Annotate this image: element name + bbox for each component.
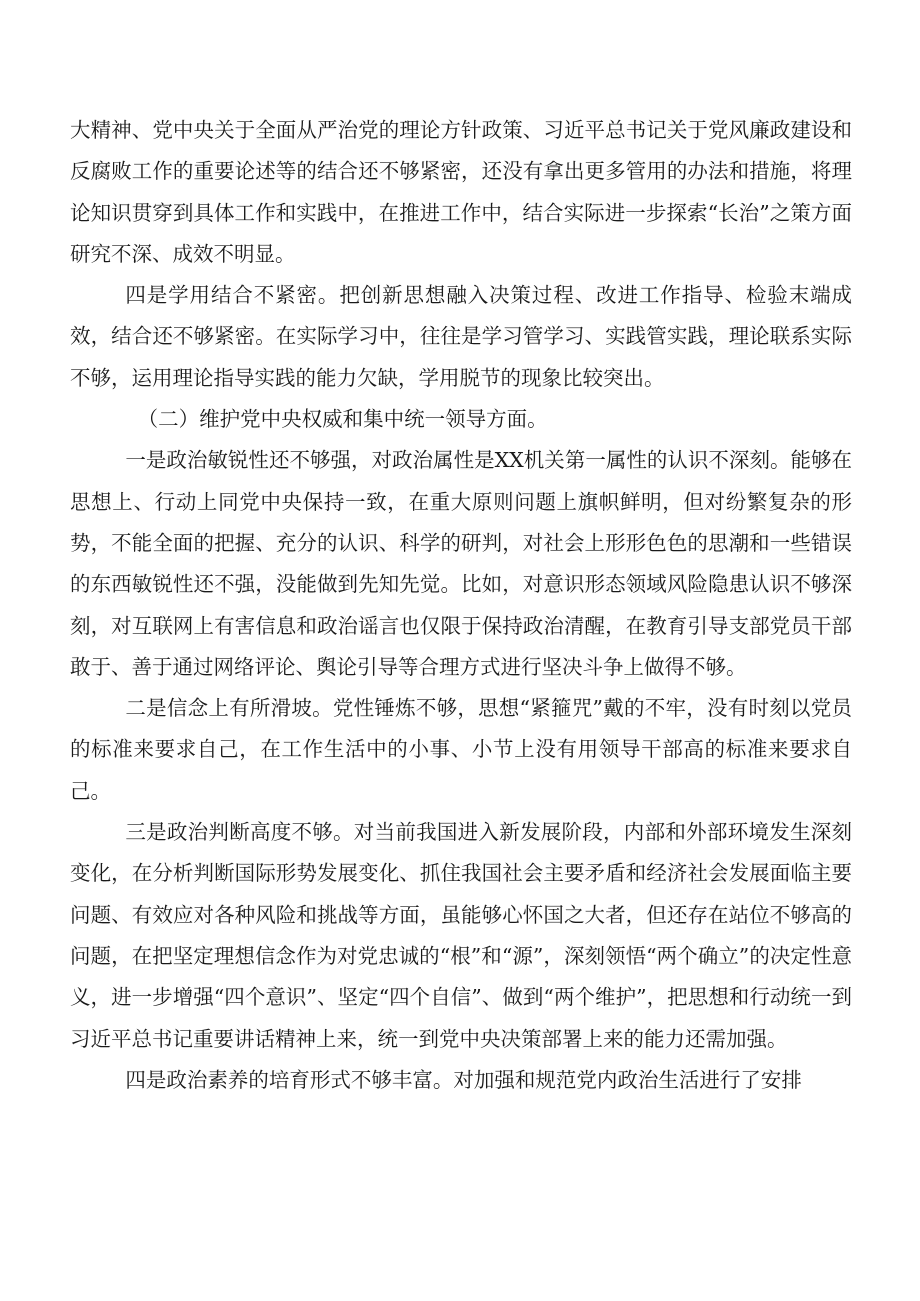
document-page — [70, 110, 852, 1101]
paragraph-belief: 二是信念上有所滑坡。党性锤炼不够，思想“紧箍咒”戴的不牢，没有时刻以党员的标准来要求自己，在工作生活中的小事、小节上没有用领导干部高的标准来要求自己。 — [70, 696, 852, 803]
paragraph-study-application: 四是学用结合不紧密。把创新思想融入决策过程、改进工作指导、检验末端成效，结合还不够紧密。在实际学习中，往往是学习管学习、实践管实践，理论联系实际不够，运用理论指导实践的能力欠缺，学用脱节的现象比较突出。 — [70, 283, 852, 390]
section-heading-2: （二）维护党中央权威和集中统一领导方面。 — [137, 407, 548, 432]
paragraph-political-sensitivity: 一是政治敏锐性还不够强，对政治属性是XX机关第一属性的认识不深刻。能够在思想上、行动上同党中央保持一致，在重大原则问题上旗帜鲜明，但对纷繁复杂的形势，不能全面的把握、充分的认识、科学的研判，对社会上形形色色的思潮和一些错误的东西敏锐性还不强，没能做到先知先觉。比如，对意识形态领域风险隐患认识不够深刻，对互联网上有害信息和政治谣言也仅限于保持政治清醒，在教育引导支部党员干部敢于、善于通过网络评论、舆论引导等合理方式进行坚决斗争上做得不够。 — [70, 448, 852, 679]
paragraph-political-judgment: 三是政治判断高度不够。对当前我国进入新发展阶段，内部和外部环境发生深刻变化，在分析判断国际形势发展变化、抓住我国社会主要矛盾和经济社会发展面临主要问题、有效应对各种风险和挑战等方面，虽能够心怀国之大者，但还存在站位不够高的问题，在把坚定理想信念作为对党忠诚的“根”和“源”，深刻领悟“两个确立”的决定性意义，进一步增强“四个意识”、坚定“四个自信”、做到“两个维护”，把思想和行动统一到习近平总书记重要讲话精神上来，统一到党中央决策部署上来的能力还需加强。 — [70, 820, 852, 1051]
paragraph-political-cultivation: 四是政治素养的培育形式不够丰富。对加强和规范党内政治生活进行了安排 — [125, 1067, 802, 1092]
paragraph-continuation: 大精神、党中央关于全面从严治党的理论方针政策、习近平总书记关于党风廉政建设和反腐败工作的重要论述等的结合还不够紧密，还没有拿出更多管用的办法和措施，将理论知识贯穿到具体工作和实践中，在推进工作中，结合实际进一步探索“长治”之策方面研究不深、成效不明显。 — [70, 118, 852, 266]
